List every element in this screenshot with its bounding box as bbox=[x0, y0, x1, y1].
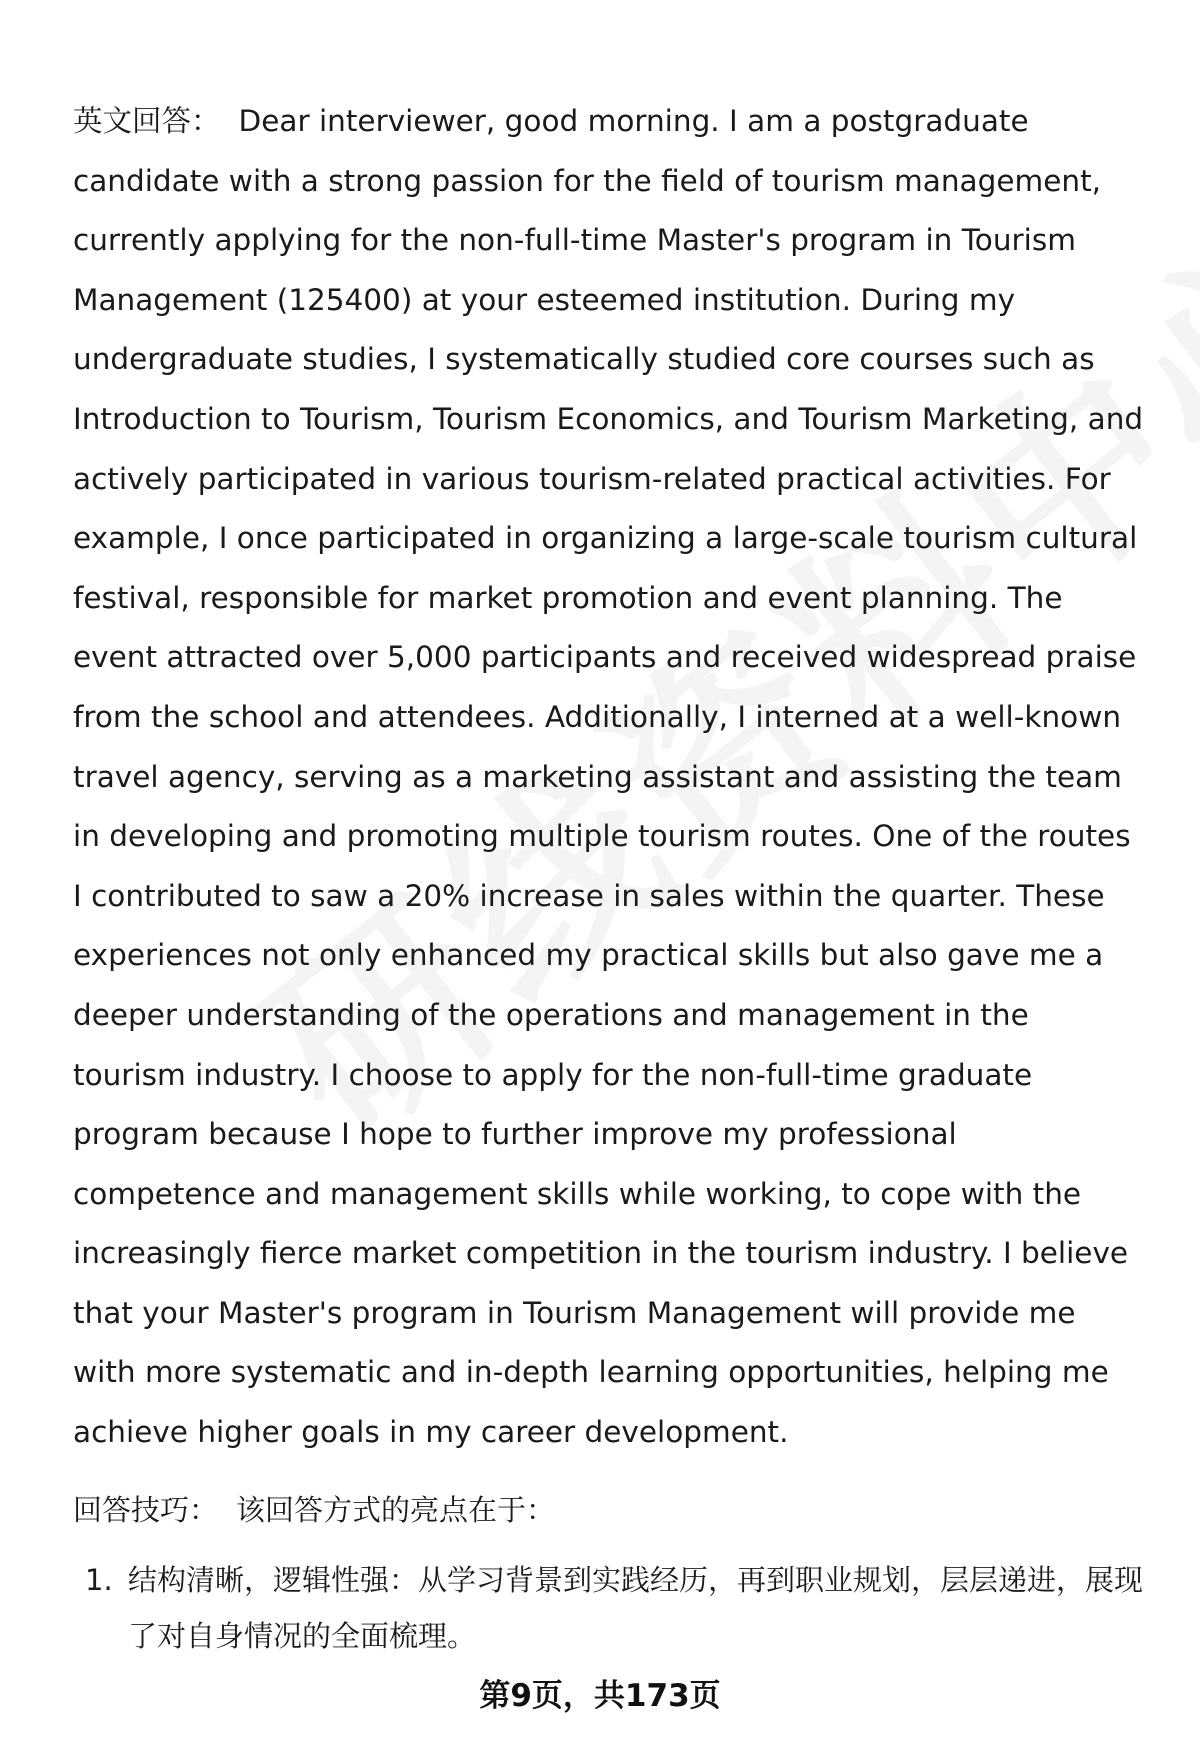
tips-heading bbox=[73, 1481, 1145, 1540]
english-answer-text: Dear interviewer, good morning. I am a postgraduate candidate with a strong passion for the field of tourism management, currently applying for the non-full-time Master's program in Tourism Management (125400) at your esteemed institution. During my undergraduate studies, I systematically studied core courses such as Introduction to Tourism, Tourism Economics, and Tourism Marketing, and actively participated in various tourism-related practical activities. For example, I once participated in organizing a large-scale tourism cultural festival, responsible for market promotion and event planning. The event attracted over 5,000 participants and received widespread praise from the school and attendees. Additionally, I interned at a well-known travel agency, serving as a marketing assistant and assisting the team in developing and promoting multiple tourism routes. One of the routes I contributed to saw a 20% increase in sales within the quarter. These experiences not only enhanced my practical skills but also gave me a deeper understanding of the operations and management in the tourism industry. I choose to apply for the non-full-time graduate program because I hope to further improve my professional competence and management skills while working, to cope with the increasingly fierce market competition in the tourism industry. I believe that your Master's program in Tourism Management will provide me with more systematic and in-depth learning opportunities, helping me achieve higher goals in my career development. bbox=[73, 104, 1144, 1450]
page-content bbox=[73, 92, 1145, 1664]
tips-list-item bbox=[73, 1552, 1145, 1664]
tips-label: 回答技巧： bbox=[73, 1492, 219, 1527]
tips-item-number: 1. bbox=[85, 1562, 113, 1597]
tips-intro: 该回答方式的亮点在于： bbox=[236, 1492, 556, 1527]
tips-item-text: 结构清晰，逻辑性强：从学习背景到实践经历，再到职业规划，层层递进，展现了对自身情况的全面梳理。 bbox=[128, 1562, 1144, 1653]
english-answer-label: 英文回答： bbox=[73, 104, 221, 138]
tips-list bbox=[73, 1552, 1145, 1664]
page-number-footer: 第9页，共173页 bbox=[479, 1678, 721, 1714]
english-answer-paragraph bbox=[73, 92, 1145, 1463]
